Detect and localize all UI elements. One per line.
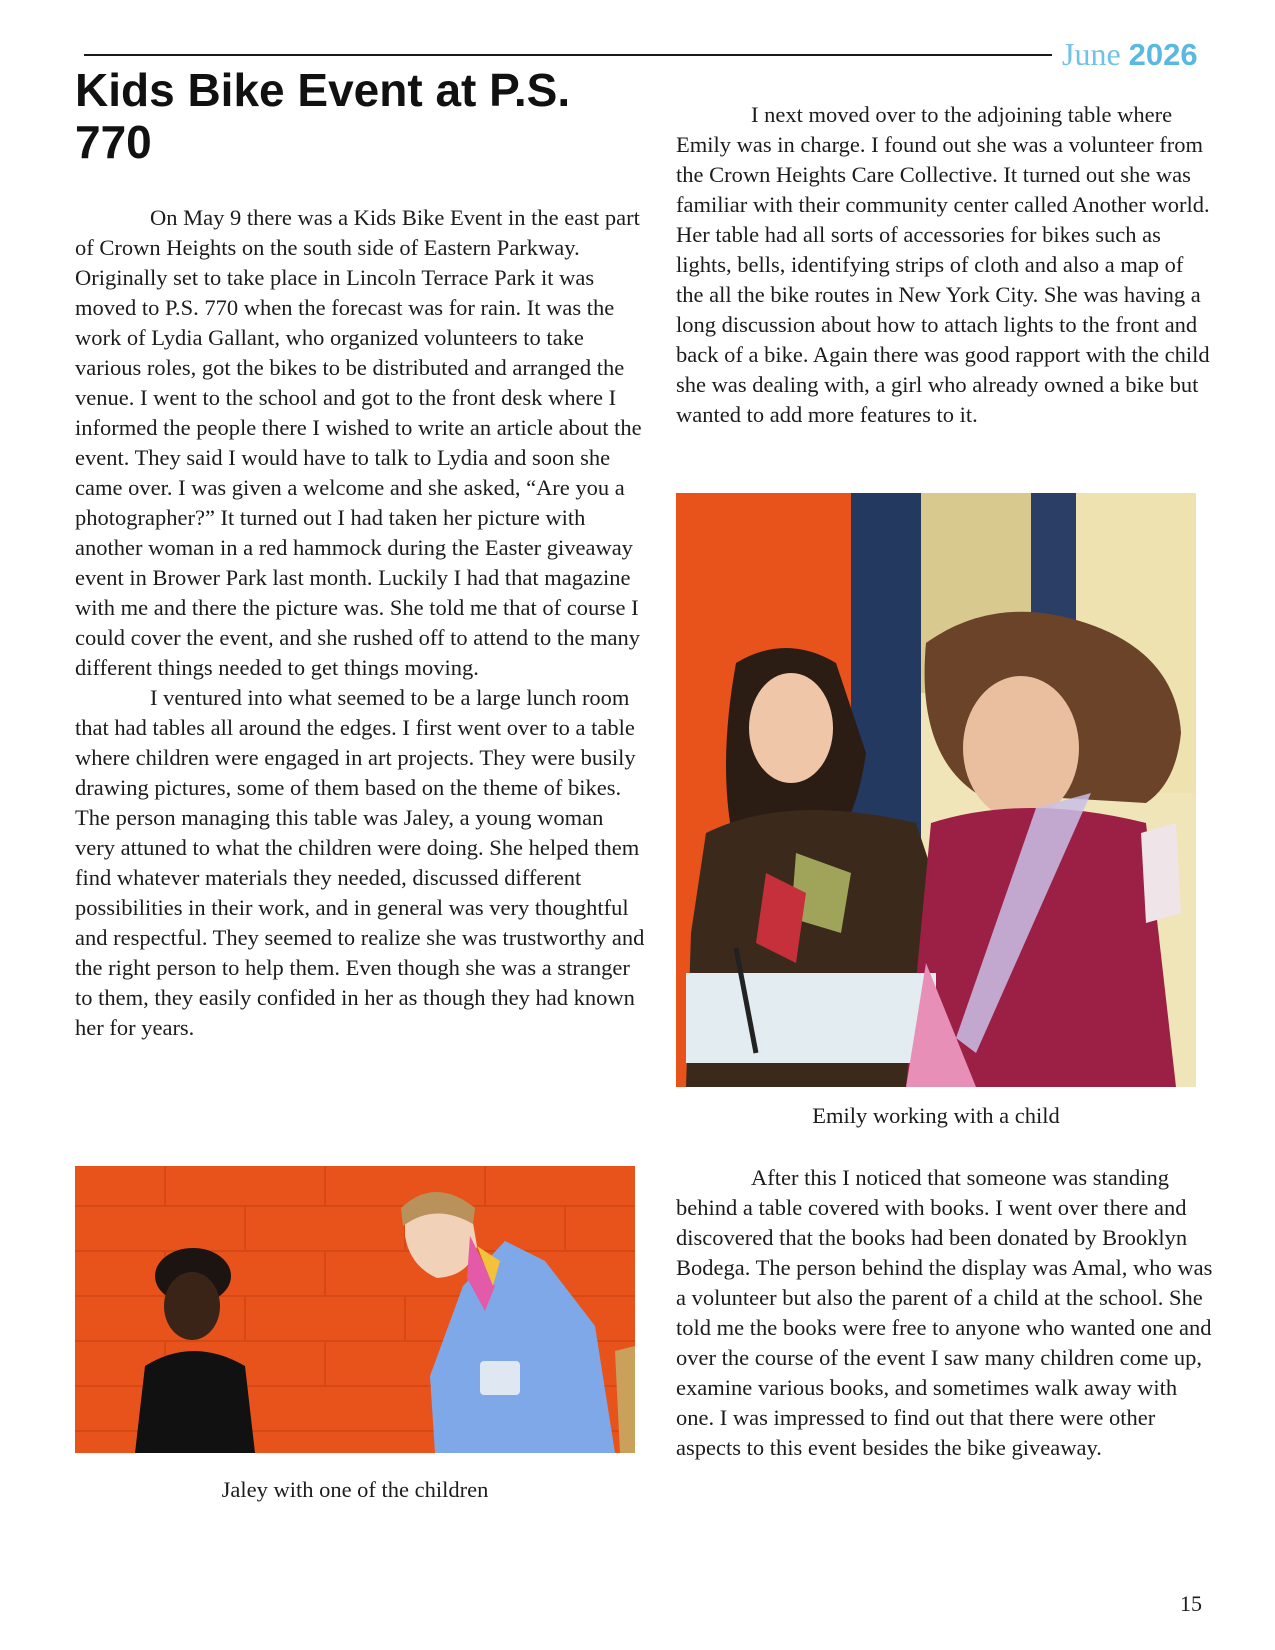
photo-jaley-illustration — [75, 1166, 635, 1453]
issue-month: June — [1062, 36, 1121, 72]
paragraph-emily: I next moved over to the adjoining table where Emily was in charge. I found out she was a volunteer from the Crown Heights Care Collective. It turned out she was familiar with their community center called Another world. Her table had all sorts of accessories for bikes such as lights, bells, identifying strips of cloth and also a map of the all the bike routes in New York City. She was having a long discussion about how to attach lights to the front and back of a bike. Again there was good rapport with the child she was dealing with, a girl who already owned a bike but wanted to add more features to it. — [676, 102, 1210, 427]
page-number: 15 — [1180, 1591, 1202, 1616]
article-title: Kids Bike Event at P.S. 770 — [75, 64, 571, 168]
issue-date — [1062, 36, 1198, 73]
issue-year: 2026 — [1128, 37, 1198, 72]
photo-emily-illustration — [676, 493, 1196, 1087]
caption-jaley: Jaley with one of the children — [221, 1477, 489, 1502]
right-column-top-text — [676, 100, 1216, 430]
right-column-bottom-text — [676, 1163, 1216, 1463]
photo-jaley — [75, 1166, 635, 1453]
paragraph-books: After this I noticed that someone was standing behind a table covered with books. I went over there and discovered that the books had been donated by Brooklyn Bodega. The person behind the display was Amal, who was a volunteer but also the parent of a child at the school. She told me the books were free to anyone who wanted one and over the course of the event I saw many children come up, examine various books, and sometimes walk away with one. I was impressed to find out that there were other aspects to this event besides the bike giveaway. — [676, 1165, 1213, 1460]
header-rule — [84, 54, 1052, 56]
caption-emily: Emily working with a child — [812, 1103, 1060, 1128]
photo-emily — [676, 493, 1196, 1087]
left-column-text — [75, 203, 645, 1043]
paragraph-intro: On May 9 there was a Kids Bike Event in the east part of Crown Heights on the south side of Eastern Parkway. Originally set to take place in Lincoln Terrace Park it was moved to P.S. 770 when the forecast was for rain. It was the work of Lydia Gallant, who organized volunteers to take various roles, got the bikes to be distributed and arranged the venue. I went to the school and got to the front desk where I informed the people there I wished to write an article about the event. They said I would have to talk to Lydia and soon she came over. I was given a welcome and she asked, “Are you a photographer?” It turned out I had taken her picture with another woman in a red hammock during the Easter giveaway event in Brower Park last month. Luckily I had that magazine with me and there the picture was. She told me that of course I could cover the event, and she rushed off to attend to the many different things needed to get things moving. — [75, 205, 642, 680]
paragraph-lunchroom: I ventured into what seemed to be a large lunch room that had tables all around the edges. I first went over to a table where children were engaged in art projects. They were busily drawing pictures, some of them based on the theme of bikes. The person managing this table was Jaley, a young woman very attuned to what the children were doing. She helped them find whatever materials they needed, discussed different possibilities in their work, and in general was very thoughtful and respectful. They seemed to realize she was trustworthy and the right person to help them. Even though she was a stranger to them, they easily confided in her as though they had known her for years. — [75, 685, 645, 1040]
